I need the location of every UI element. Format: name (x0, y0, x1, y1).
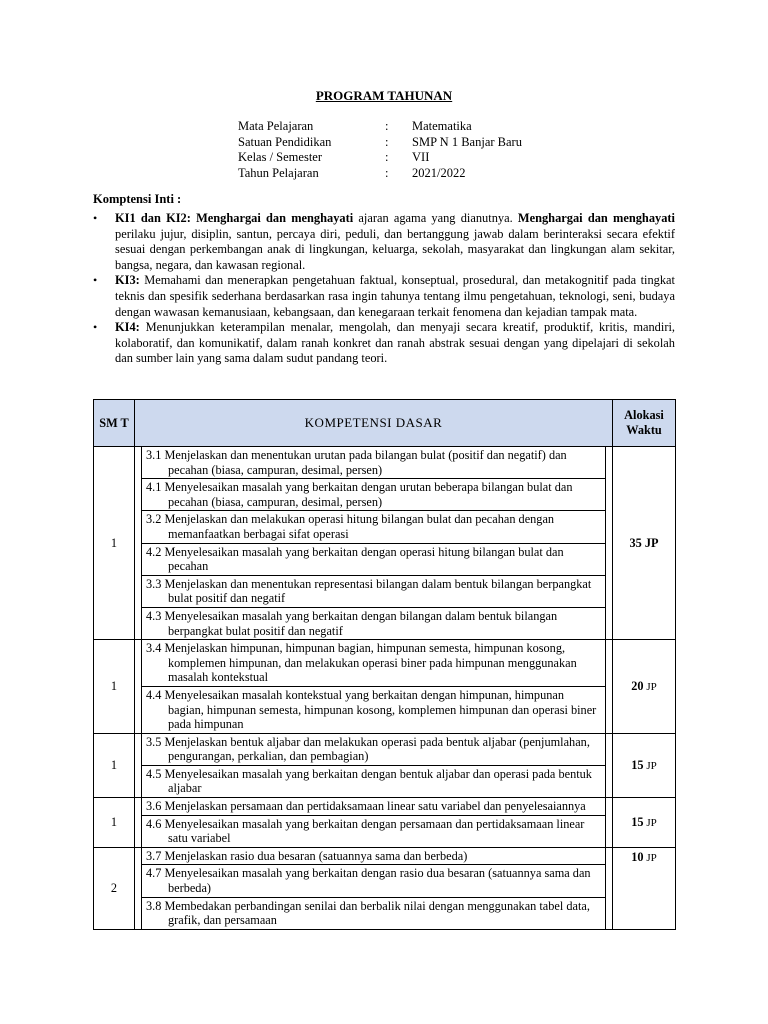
time-allocation-cell (613, 798, 676, 848)
core-competence-heading: Komptensi Inti : (93, 192, 182, 206)
header-basic-competence: KOMPETENSI DASAR (135, 400, 613, 447)
basic-competence-item: 4.3 Menyelesaikan masalah yang berkaitan dengan bilangan dalam bentuk bilangan berpangkat bulat positif dan negatif (141, 607, 606, 639)
header-semester: SM T (94, 400, 135, 447)
semester-cell: 2 (94, 847, 135, 929)
table-row (94, 798, 676, 848)
basic-competence-item: 3.4 Menjelaskan himpunan, himpunan bagian, himpunan semesta, himpunan kosong, komplemen himpunan, dan melakukan operasi biner pada himpunan menggunakan masalah kontekstual (141, 640, 606, 687)
meta-colon: : (385, 134, 389, 149)
semester-cell: 1 (94, 733, 135, 797)
competence-text: Menunjukkan keterampilan menalar, mengolah, dan menyaji secara kreatif, produktif, kritis, mandiri, kolaboratif, dan komunikatif, dalam ranah konkret dan ranah abstrak sesuai dengan yang dipelajari di sekolah dan sumber lain yang sama dalam sudut pandang teori. (115, 320, 675, 366)
time-allocation-value: 35 JP (629, 535, 659, 550)
table-row (94, 447, 676, 640)
meta-label: Mata Pelajaran (238, 119, 314, 133)
competence-cell (135, 447, 613, 640)
basic-competence-table (93, 399, 676, 930)
meta-value: SMP N 1 Banjar Baru (412, 134, 522, 149)
time-allocation-cell (613, 640, 676, 734)
bullet-icon: • (93, 273, 98, 288)
competence-cell (135, 798, 613, 848)
time-allocation-unit: JP (643, 816, 657, 829)
basic-competence-item: 3.1 Menjelaskan dan menentukan urutan pada bilangan bulat (positif dan negatif) dan pecahan (biasa, campuran, desimal, persen) (141, 447, 606, 479)
basic-competence-item: 3.3 Menjelaskan dan menentukan representasi bilangan dalam bentuk bilangan berpangkat bulat positif dan negatif (141, 575, 606, 608)
competence-text: perilaku jujur, disiplin, santun, percaya diri, peduli, dan bertanggung jawab dalam berinteraksi secara efektif sesuai dengan perkembangan anak di lingkungan, keluarga, sekolah, masyarakat dan lingkungan alam sekitar, bangsa, negara, dan kawasan regional. (115, 226, 675, 272)
time-allocation-unit: JP (643, 680, 657, 693)
time-allocation-unit: JP (643, 851, 657, 864)
competence-text: Memahami dan menerapkan pengetahuan faktual, konseptual, prosedural, dan metakognitif pada tingkat teknis dan spesifik sederhana berdasarkan rasa ingin tahunya tentang ilmu pengetahuan, teknologi, seni, budaya dengan wawasan kemanusiaan, kebangsaan, dan kenegaraan terkait fenomena dan kejadian tampak mata. (115, 273, 675, 319)
basic-competence-item: 3.6 Menjelaskan persamaan dan pertidaksamaan linear satu variabel dan penyelesaiannya (141, 798, 606, 816)
competence-cell (135, 733, 613, 797)
basic-competence-item: 3.7 Menjelaskan rasio dua besaran (satuannya sama dan berbeda) (141, 848, 606, 866)
meta-colon: : (385, 150, 389, 164)
page-title-text: PROGRAM TAHUNAN (315, 88, 453, 103)
basic-competence-item: 4.6 Menyelesaikan masalah yang berkaitan dengan persamaan dan pertidaksamaan linear satu variabel (141, 815, 606, 847)
time-allocation-value: 15 (631, 757, 644, 772)
competence-emphasis: KI3: (115, 273, 140, 288)
basic-competence-item: 3.8 Membedakan perbandingan senilai dan berbalik nilai dengan menggunakan tabel data, grafik, dan persamaan (141, 897, 606, 929)
basic-competence-item: 4.5 Menyelesaikan masalah yang berkaitan dengan bentuk aljabar dan operasi pada bentuk aljabar (141, 765, 606, 797)
basic-competence-item: 4.4 Menyelesaikan masalah kontekstual yang berkaitan dengan himpunan, himpunan bagian, himpunan semesta, himpunan kosong, komplemen himpunan dan operasi biner pada himpunan (141, 686, 606, 733)
competence-cell (135, 847, 613, 929)
competence-emphasis: Menghargai dan menghayati (517, 211, 675, 225)
time-allocation-value: 15 (631, 814, 644, 829)
basic-competence-item: 3.5 Menjelaskan bentuk aljabar dan melakukan operasi pada bentuk aljabar (penjumlahan, pengurangan, perkalian, dan pembagian) (141, 734, 606, 766)
semester-cell: 1 (94, 798, 135, 848)
header-time-allocation-line2: Waktu (626, 423, 662, 437)
meta-label: Satuan Pendidikan (238, 134, 332, 149)
meta-colon: : (385, 119, 389, 133)
competence-emphasis: KI4: (115, 320, 140, 335)
core-competence-list (93, 211, 675, 367)
table-row (94, 733, 676, 797)
time-allocation-cell (613, 447, 676, 640)
header-time-allocation-line1: Alokasi (624, 408, 664, 422)
meta-colon: : (385, 165, 389, 180)
meta-label: Kelas / Semester (238, 150, 323, 164)
bullet-icon: • (93, 211, 98, 225)
table-body (94, 447, 676, 930)
core-competence-item (93, 273, 675, 320)
competence-emphasis: KI1 dan KI2: Menghargai dan menghayati (115, 211, 354, 225)
meta-value: Matematika (412, 119, 472, 133)
table-row (94, 847, 676, 929)
bullet-icon: • (93, 320, 98, 335)
table-row (94, 640, 676, 734)
basic-competence-item: 3.2 Menjelaskan dan melakukan operasi hitung bilangan bulat dan pecahan dengan memanfaatkan berbagai sifat operasi (141, 510, 606, 543)
semester-cell: 1 (94, 640, 135, 734)
table-header-row (94, 400, 676, 447)
core-competence-item (93, 320, 675, 367)
meta-label: Tahun Pelajaran (238, 165, 319, 180)
meta-value: VII (412, 150, 430, 164)
time-allocation-cell (613, 847, 676, 929)
core-competence-item (93, 211, 675, 273)
time-allocation-value: 10 (631, 849, 644, 864)
time-allocation-unit: JP (643, 759, 657, 772)
semester-cell: 1 (94, 447, 135, 640)
page-title (0, 88, 768, 104)
competence-cell (135, 640, 613, 734)
basic-competence-item: 4.2 Menyelesaikan masalah yang berkaitan dengan operasi hitung bilangan bulat dan pecahan (141, 543, 606, 576)
time-allocation-value: 20 (631, 678, 644, 693)
basic-competence-item: 4.7 Menyelesaikan masalah yang berkaitan dengan rasio dua besaran (satuannya sama dan berbeda) (141, 864, 606, 897)
basic-competence-item: 4.1 Menyelesaikan masalah yang berkaitan dengan urutan beberapa bilangan bulat dan pecahan (biasa, campuran, desimal, persen) (141, 478, 606, 511)
competence-text: ajaran agama yang dianutnya. (353, 211, 518, 225)
meta-value: 2021/2022 (412, 165, 466, 180)
header-time-allocation (613, 400, 676, 447)
time-allocation-cell (613, 733, 676, 797)
